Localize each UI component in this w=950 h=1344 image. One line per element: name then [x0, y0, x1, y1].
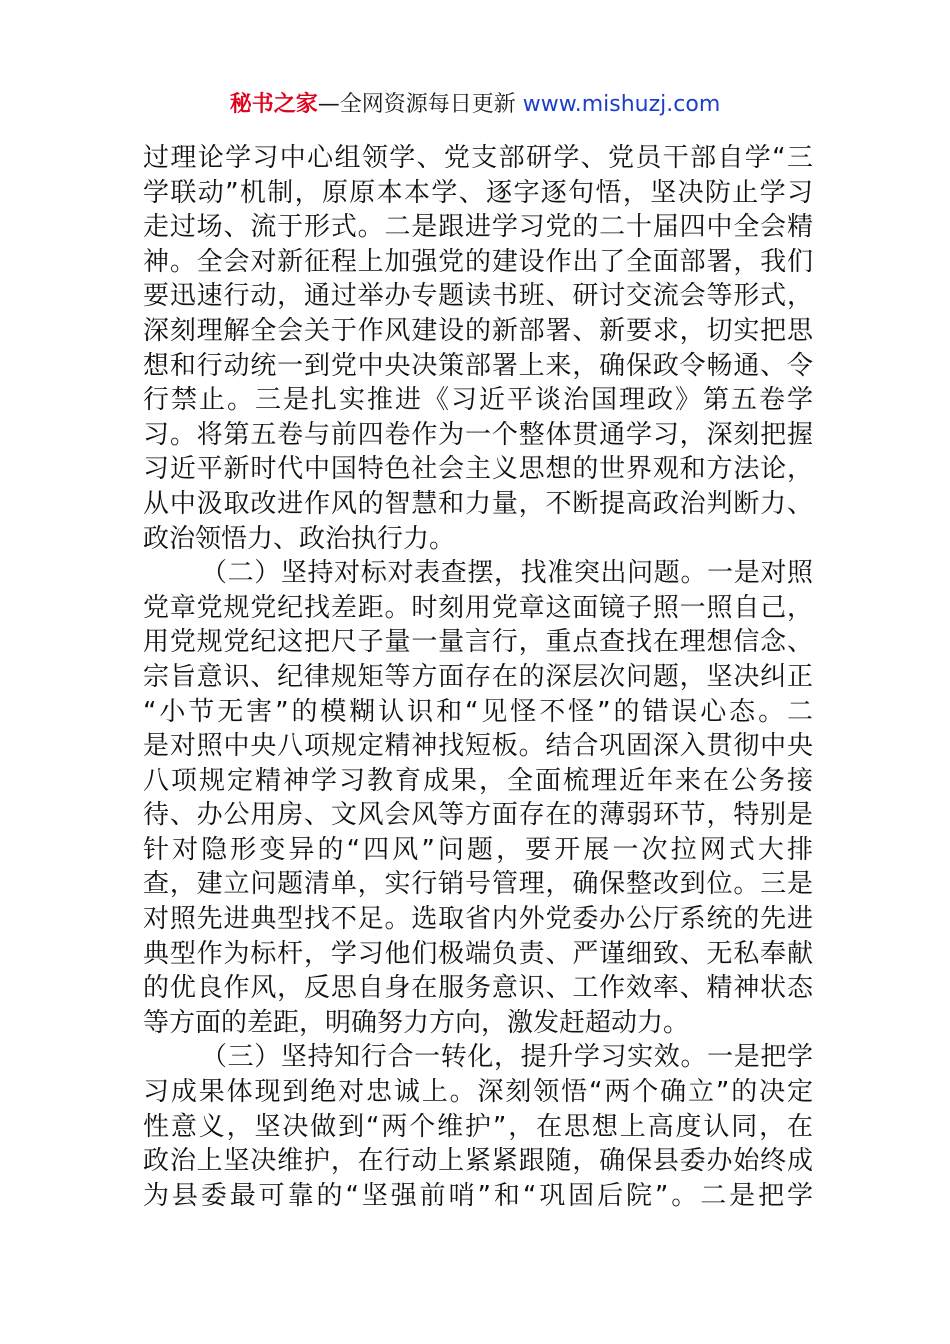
text-line: 是对照中央八项规定精神找短板。结合巩固深入贯彻中央: [143, 731, 813, 762]
text-line: 政治领悟力、政治执行力。: [143, 523, 456, 554]
text-line: 学联动”机制，原原本本学、逐字逐句悟，坚决防止学习: [143, 177, 813, 208]
text-line: 的优良作风，反思自身在服务意识、工作效率、精神状态: [143, 973, 813, 1004]
section-heading-line: （三）坚持知行合一转化，提升学习实效。一是把学: [201, 1042, 813, 1073]
text-line: 走过场、流于形式。二是跟进学习党的二十届四中全会精: [143, 212, 813, 243]
text-line: 深刻理解全会关于作风建设的新部署、新要求，切实把思: [143, 315, 813, 346]
text-line: 神。全会对新征程上加强党的建设作出了全面部署，我们: [143, 246, 813, 277]
site-header: [0, 90, 950, 120]
text-line: 性意义，坚决做到“两个维护”，在思想上高度认同，在: [143, 1111, 813, 1142]
text-line: 典型作为标杆，学习他们极端负责、严谨细致、无私奉献: [143, 938, 813, 969]
text-line: 要迅速行动，通过举办专题读书班、研讨交流会等形式，: [143, 281, 813, 312]
text-line: 习。将第五卷与前四卷作为一个整体贯通学习，深刻把握: [143, 419, 813, 450]
site-tagline: —全网资源每日更新: [317, 92, 523, 117]
text-line: 政治上坚决维护，在行动上紧紧跟随，确保县委办始终成: [143, 1146, 813, 1177]
text-line: 过理论学习中心组领学、党支部研学、党员干部自学“三: [143, 143, 813, 173]
text-line: 想和行动统一到党中央决策部署上来，确保政令畅通、令: [143, 350, 813, 381]
document-body: [143, 141, 813, 1213]
site-url-link[interactable]: www.mishuzj.com: [522, 92, 721, 117]
site-brand: 秘书之家: [229, 92, 318, 117]
text-line: 习近平新时代中国特色社会主义思想的世界观和方法论，: [143, 454, 813, 485]
text-line: 党章党规党纪找差距。时刻用党章这面镜子照一照自己，: [143, 592, 813, 623]
text-line: 习成果体现到绝对忠诚上。深刻领悟“两个确立”的决定: [143, 1077, 813, 1108]
text-line: 从中汲取改进作风的智慧和力量，不断提高政治判断力、: [143, 488, 813, 519]
text-line: 查，建立问题清单，实行销号管理，确保整改到位。三是: [143, 869, 813, 900]
text-line: 待、办公用房、文风会风等方面存在的薄弱环节，特别是: [143, 800, 813, 831]
section-heading-line: （二）坚持对标对表查摆，找准突出问题。一是对照: [201, 558, 813, 589]
text-line: 行禁止。三是扎实推进《习近平谈治国理政》第五卷学: [143, 385, 813, 416]
text-line: 针对隐形变异的“四风”问题，要开展一次拉网式大排: [143, 834, 813, 865]
text-line: “小节无害”的模糊认识和“见怪不怪”的错误心态。二: [143, 696, 813, 727]
text-line: 八项规定精神学习教育成果，全面梳理近年来在公务接: [143, 765, 813, 796]
text-line: 为县委最可靠的“坚强前哨”和“巩固后院”。二是把学: [143, 1180, 813, 1211]
text-line: 对照先进典型找不足。选取省内外党委办公厅系统的先进: [143, 904, 813, 935]
text-line: 用党规党纪这把尺子量一量言行，重点查找在理想信念、: [143, 627, 813, 658]
text-line: 宗旨意识、纪律规矩等方面存在的深层次问题，坚决纠正: [143, 661, 813, 692]
text-line: 等方面的差距，明确努力方向，激发赶超动力。: [143, 1007, 690, 1038]
